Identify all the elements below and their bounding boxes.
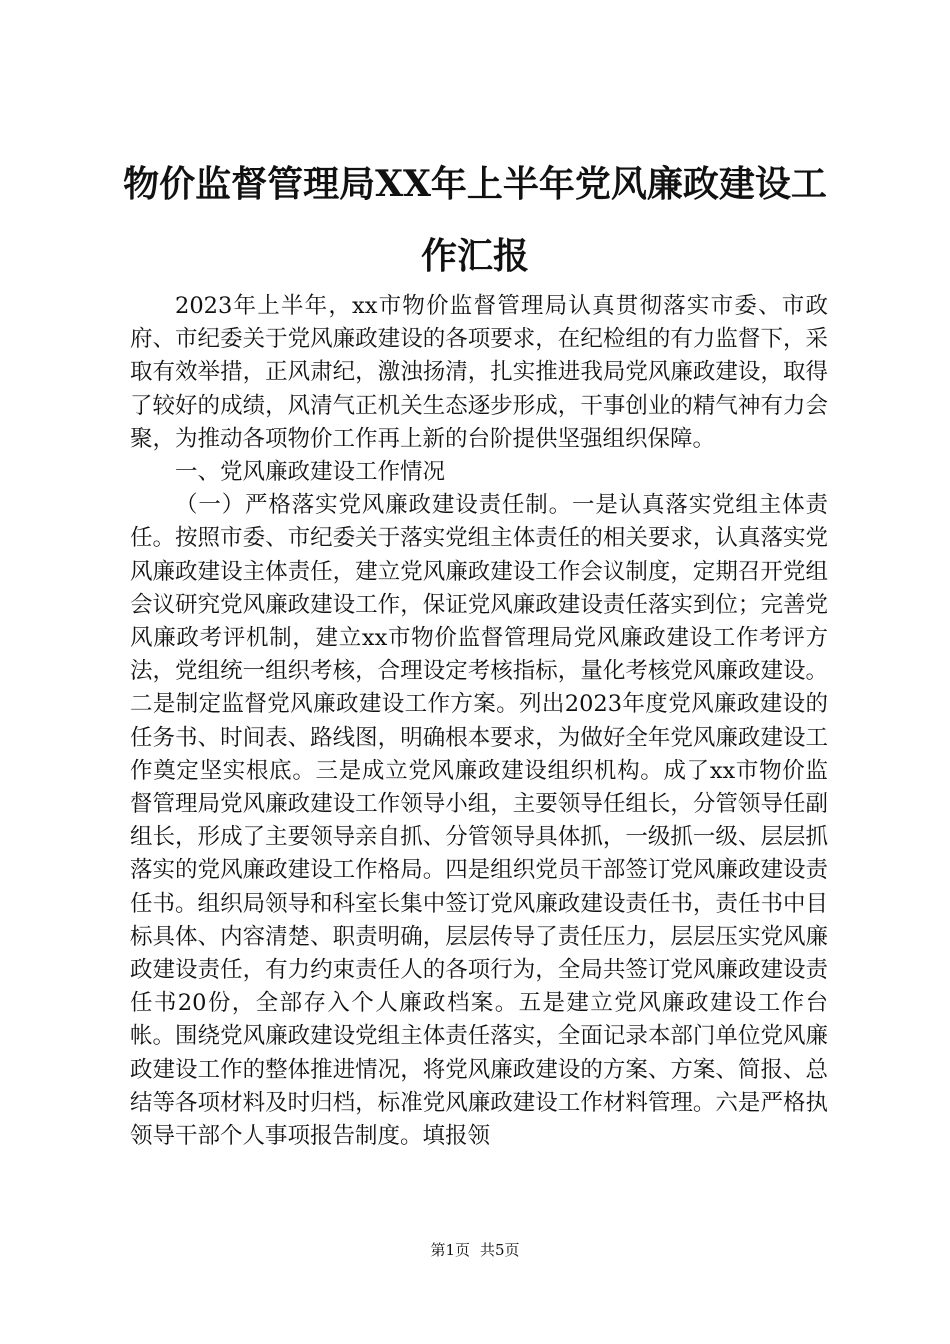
section-heading: 一、党风廉政建设工作情况: [175, 459, 446, 486]
title-line-1: 物价监督管理局XX年上半年党风廉政建设工: [123, 163, 827, 205]
page-footer: [0, 1240, 950, 1260]
body-paragraph: （一）严格落实党风廉政建设责任制。一是认真落实党组主体责任。按照市委、市纪委关于落实党组主体责任的相关要求，认真落实党风廉政建设主体责任，建立党风廉政建设工作会议制度，定期召开党组会议研究党风廉政建设工作，保证党风廉政建设责任落实到位；完善党风廉政考评机制，建立xx市物价监督管理局党风廉政建设工作考评方法，党组统一组织考核，合理设定考核指标，量化考核党风廉政建设。二是制定监督党风廉政建设工作方案。列出2023年度党风廉政建设的任务书、时间表、路线图，明确根本要求，为做好全年党风廉政建设工作奠定坚实根底。三是成立党风廉政建设组织机构。成了xx市物价监督管理局党风廉政建设工作领导小组，主要领导任组长，分管领导任副组长，形成了主要领导亲自抓、分管领导具体抓，一级抓一级、层层抓落实的党风廉政建设工作格局。四是组织党员干部签订党风廉政建设责任书。组织局领导和科室长集中签订党风廉政建设责任书，责任书中目标具体、内容清楚、职责明确，层层传导了责任压力，层层压实党风廉政建设责任，有力约束责任人的各项行为，全局共签订党风廉政建设责任书20份，全部存入个人廉政档案。五是建立党风廉政建设工作台帐。围绕党风廉政建设党组主体责任落实，全面记录本部门单位党风廉政建设工作的整体推进情况，将党风廉政建设的方案、方案、简报、总结等各项材料及时归档，标准党风廉政建设工作材料管理。六是严格执领导干部个人事项报告制度。填报领: [130, 492, 828, 1150]
title-line-2: 作汇报: [420, 235, 529, 277]
page-number: 第1页: [430, 1241, 470, 1259]
page-count: 共5页: [480, 1241, 520, 1259]
document-body: [130, 290, 828, 1153]
document-title: [100, 148, 850, 292]
intro-paragraph: 2023年上半年，xx市物价监督管理局认真贯彻落实市委、市政府、市纪委关于党风廉政建设的各项要求，在纪检组的有力监督下，采取有效举措，正风肃纪，激浊扬清，扎实推进我局党风廉政建设，取得了较好的成绩，风清气正机关生态逐步形成，干事创业的精气神有力会聚，为推动各项物价工作再上新的台阶提供坚强组织保障。: [130, 293, 828, 452]
